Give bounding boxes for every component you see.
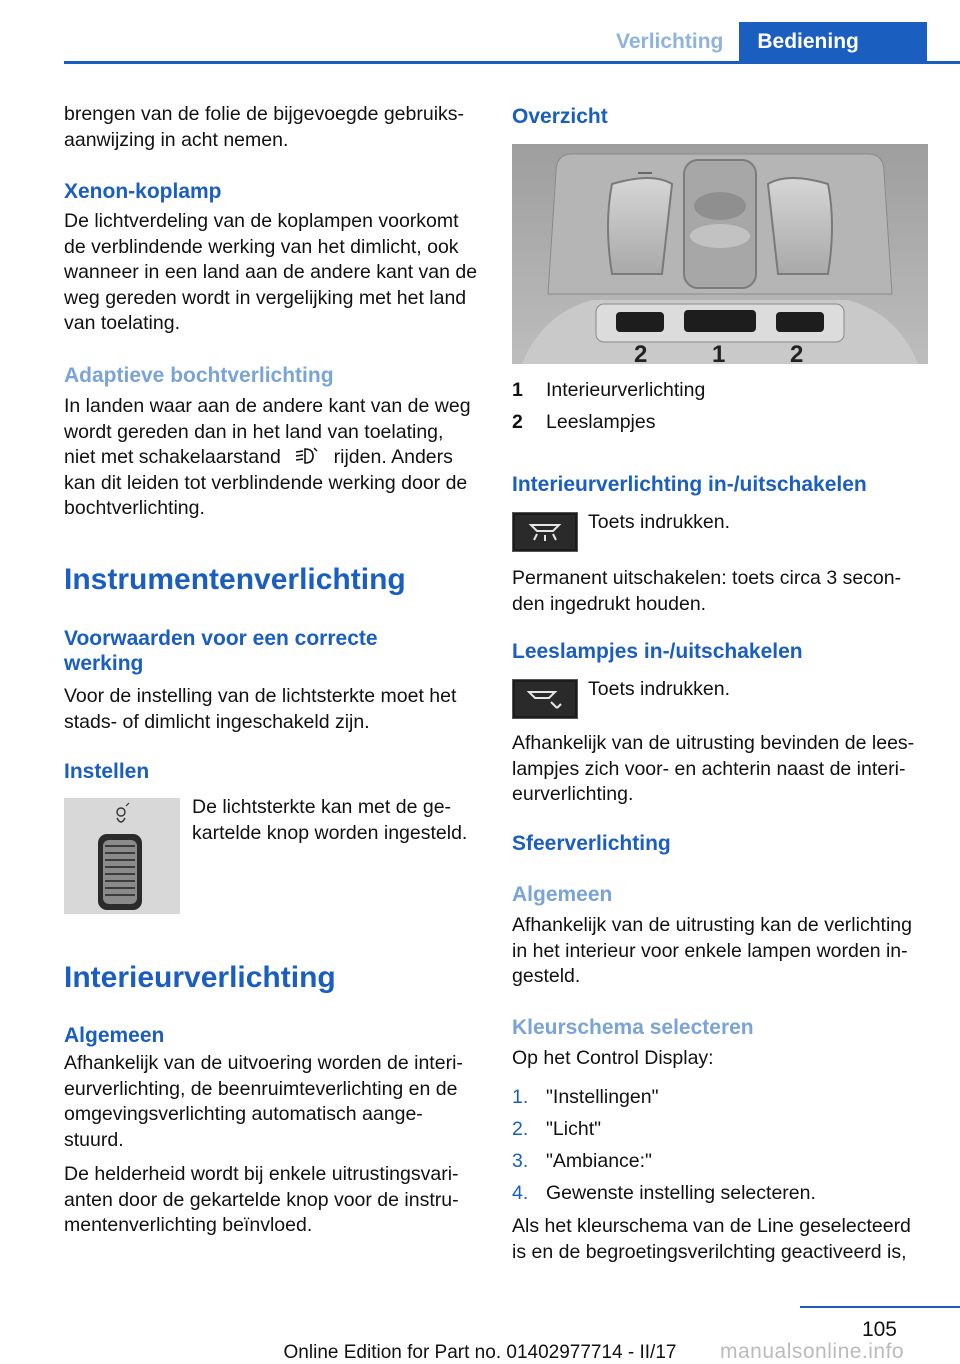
conditions-text: Voor de instelling van de lichtsterkte moet het stads- of dimlicht ingeschakeld zijn. <box>64 685 457 733</box>
overzicht-heading: Overzicht <box>512 105 608 128</box>
adaptive-text-b: rijden. Anders kan dit leiden tot verblindende werking door de bochtverlichting. <box>64 446 468 519</box>
legend-num: 1 <box>512 379 523 401</box>
section-tabs <box>600 22 927 62</box>
conditions-heading: Voorwaarden voor een correcte werking <box>64 627 378 675</box>
interior-light-button-icon <box>512 512 578 552</box>
watermark: manualsonline.info <box>720 1340 905 1363</box>
dimmer-wheel-icon <box>64 798 180 914</box>
reading-note: Afhankelijk van de uitrusting bevinden de lees-lampjes zich voor- en achterin naast de interi-eurverlichting. <box>512 732 915 805</box>
overhead-console-image <box>512 144 928 364</box>
step-text: Gewenste instelling selecteren. <box>546 1182 816 1204</box>
algemeen-text-1: Afhankelijk van de uitvoering worden de interi-eurverlichting, de beenruimteverlichting en de omgevingsverlichting automatisch aange-stuurd. <box>64 1052 463 1151</box>
step-text: "Instellingen" <box>546 1086 659 1108</box>
reading-light-button-icon <box>512 679 578 719</box>
callout-2-left: 2 <box>634 341 648 364</box>
algemeen-heading: Algemeen <box>64 1024 165 1047</box>
intro-text: brengen van de folie de bijgevoegde gebruiks-aanwijzing in acht nemen. <box>64 103 465 151</box>
legend-label: Interieurverlichting <box>546 379 706 401</box>
algemeen-text-2: De helderheid wordt bij enkele uitrustingsvari-anten door de gekartelde knop voor de instru-mentenverlichting beïnvloed. <box>64 1163 459 1236</box>
dimmer-wheel-image <box>64 798 180 914</box>
instellen-text: De lichtsterkte kan met de ge-kartelde knop worden ingesteld. <box>192 796 468 844</box>
ambient-algemeen-text: Afhankelijk van de uitrusting kan de verlichting in het interieur voor enkele lampen worden in-gesteld. <box>512 914 912 987</box>
scheme-intro: Op het Control Display: <box>512 1047 714 1069</box>
edition-footer: Online Edition for Part no. 01402977714 - II/17 <box>283 1342 677 1363</box>
adaptive-text-a: In landen waar aan de andere kant van de weg wordt gereden dan in het land van toelating, niet met schakelaarstand <box>64 395 471 468</box>
instellen-heading: Instellen <box>64 760 150 783</box>
ambient-algemeen-heading: Algemeen <box>512 883 613 906</box>
interior-lighting-title: Interieurverlichting <box>64 961 336 994</box>
page-number: 105 <box>861 1318 897 1341</box>
closing-text: Als het kleurschema van de Line geselecteerd is en de begroetingsverilchting geactiveerd is, <box>512 1215 911 1263</box>
scheme-heading: Kleurschema selecteren <box>512 1016 754 1039</box>
adaptive-text <box>64 394 480 522</box>
footer-rule <box>800 1306 960 1308</box>
adaptive-heading: Adaptieve bochtverlichting <box>64 364 334 387</box>
step-num: 3. <box>512 1150 529 1172</box>
tab-bediening[interactable]: Bediening <box>739 22 927 62</box>
instrument-lighting-title: Instrumentenverlichting <box>64 563 406 596</box>
legend-label: Leeslampjes <box>546 411 656 433</box>
reading-heading: Leeslampjes in-/uitschakelen <box>512 640 803 663</box>
legend-num: 2 <box>512 411 523 433</box>
step-num: 2. <box>512 1118 529 1140</box>
permanent-text: Permanent uitschakelen: toets circa 3 secon-den ingedrukt houden. <box>512 567 902 615</box>
reading-text: Toets indrukken. <box>588 678 730 700</box>
step-num: 4. <box>512 1182 529 1204</box>
interior-switch-text: Toets indrukken. <box>588 511 730 533</box>
high-beam-assist-icon <box>294 446 320 466</box>
overhead-console-illustration <box>512 144 928 364</box>
callout-1: 1 <box>712 341 726 364</box>
xenon-text: De lichtverdeling van de koplampen voorkomt de verblindende werking van het dimlicht, ook wanneer in een land aan de andere kant van de weg gereden wordt in vergelijking met het land van toelating. <box>64 210 478 334</box>
step-num: 1. <box>512 1086 529 1108</box>
callout-2-right: 2 <box>790 341 804 364</box>
interior-switch-heading: Interieurverlichting in-/uitschakelen <box>512 473 867 496</box>
xenon-heading: Xenon-koplamp <box>64 180 222 203</box>
header-rule <box>64 61 960 64</box>
tab-verlichting[interactable]: Verlichting <box>616 30 724 53</box>
step-text: "Ambiance:" <box>546 1150 652 1172</box>
step-text: "Licht" <box>546 1118 602 1140</box>
ambient-heading: Sfeerverlichting <box>512 832 671 855</box>
